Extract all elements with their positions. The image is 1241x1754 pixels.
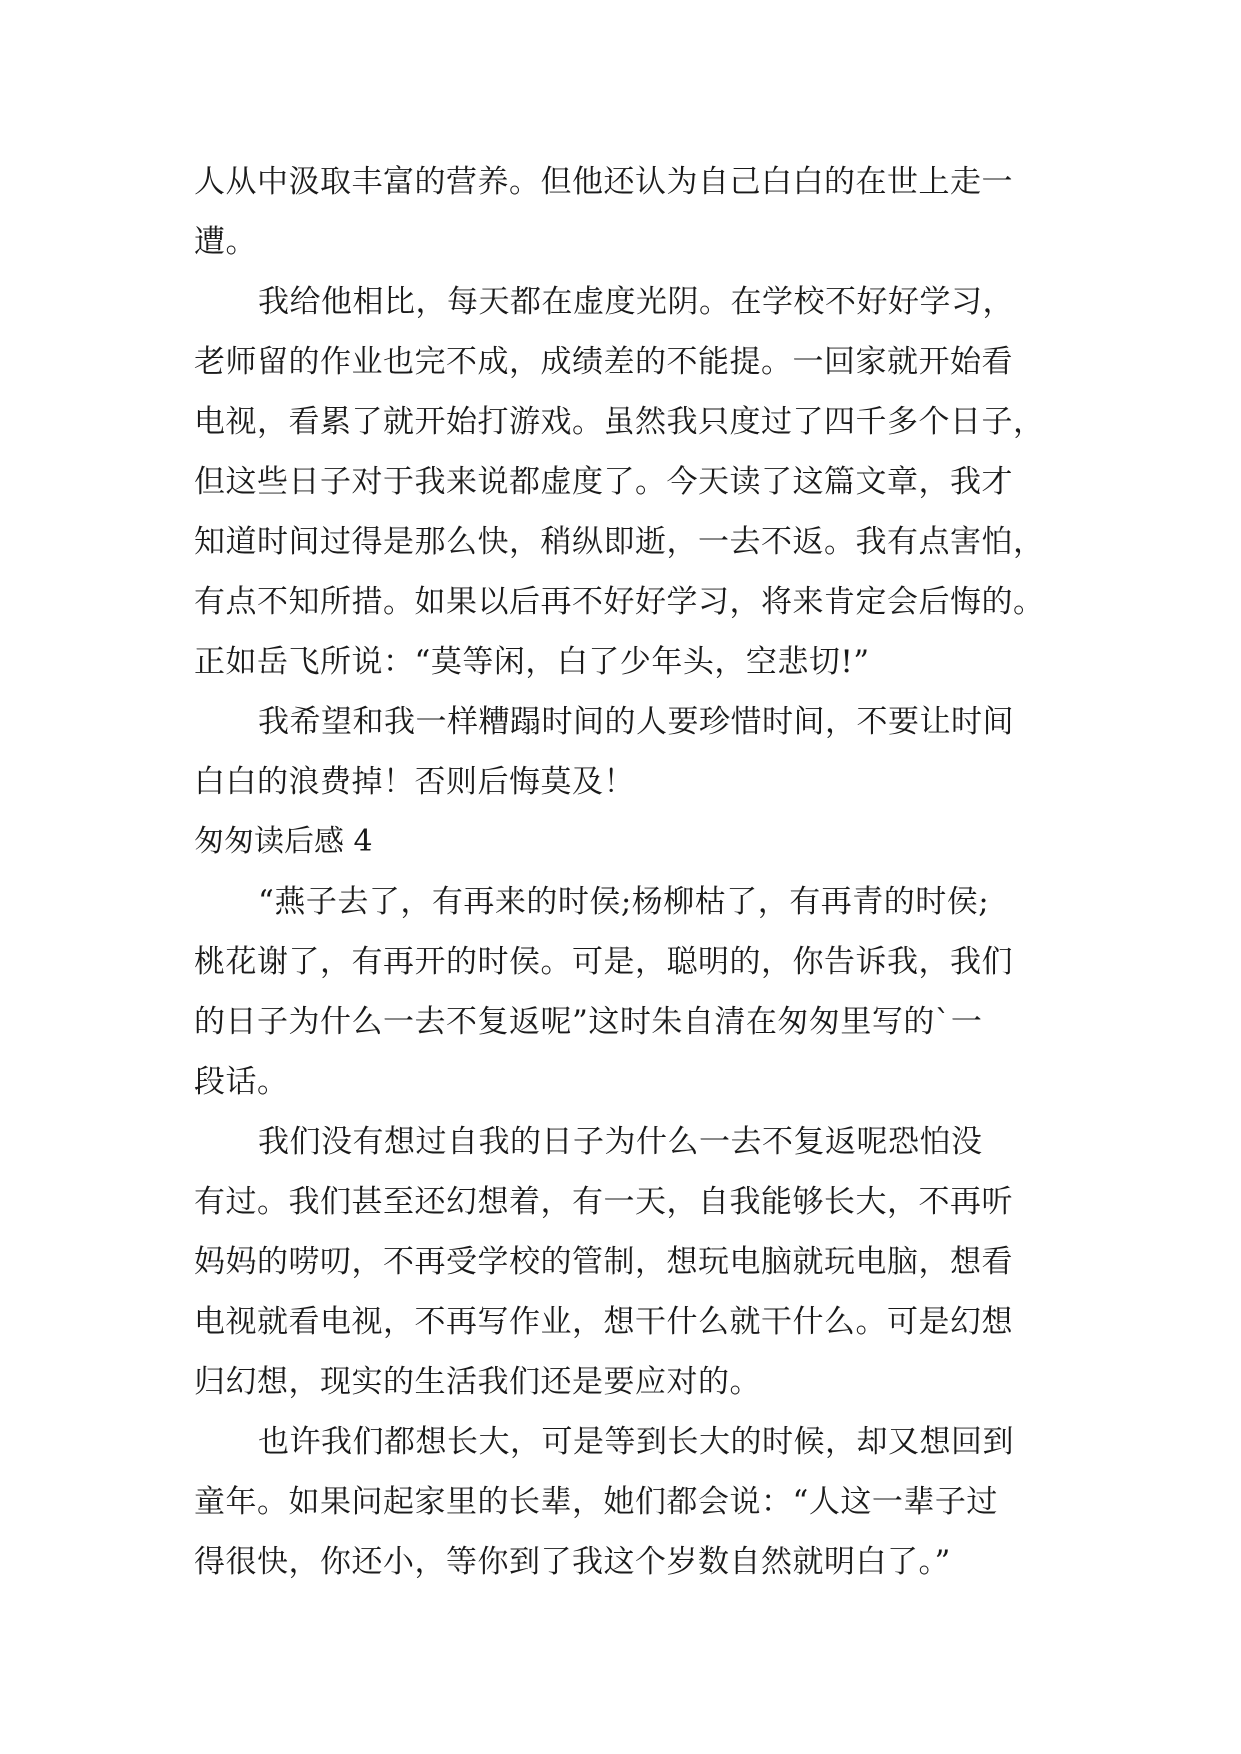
body-line: 白白的浪费掉！否则后悔莫及！ xyxy=(194,764,635,800)
body-line: 妈妈的唠叨，不再受学校的管制，想玩电脑就玩电脑，想看 xyxy=(194,1244,1013,1280)
body-line: 归幻想，现实的生活我们还是要应对的。 xyxy=(194,1364,761,1400)
body-line: 老师留的作业也完不成，成绩差的不能提。一回家就开始看 xyxy=(194,344,1013,380)
body-line: 正如岳飞所说：“莫等闲，白了少年头，空悲切!” xyxy=(194,644,870,680)
body-line: 童年。如果问起家里的长辈，她们都会说：“人这一辈子过 xyxy=(194,1484,998,1520)
document-body xyxy=(194,152,1066,1592)
body-line: 的日子为什么一去不复返呢”这时朱自清在匆匆里写的`一 xyxy=(194,1004,983,1040)
section-heading: 匆匆读后感 4 xyxy=(194,824,373,859)
body-line: 电视就看电视，不再写作业，想干什么就干什么。可是幻想 xyxy=(194,1304,1013,1340)
paragraph-start-line: 也许我们都想长大，可是等到长大的时候，却又想回到 xyxy=(258,1424,1014,1460)
body-line: 人从中汲取丰富的营养。但他还认为自己白白的在世上走一 xyxy=(194,164,1013,200)
body-line: 但这些日子对于我来说都虚度了。今天读了这篇文章，我才 xyxy=(194,464,1013,500)
body-line: 有过。我们甚至还幻想着，有一天，自我能够长大，不再听 xyxy=(194,1184,1013,1220)
body-line: 得很快，你还小，等你到了我这个岁数自然就明白了。” xyxy=(194,1544,951,1580)
body-line: 有点不知所措。如果以后再不好好学习，将来肯定会后悔的。 xyxy=(194,584,1045,620)
body-line: 知道时间过得是那么快，稍纵即逝，一去不返。我有点害怕， xyxy=(194,524,1045,560)
body-line: 遭。 xyxy=(194,224,257,260)
paragraph-start-line: “燕子去了，有再来的时侯;杨柳枯了，有再青的时侯; xyxy=(258,884,990,920)
body-line: 电视，看累了就开始打游戏。虽然我只度过了四千多个日子， xyxy=(194,404,1045,440)
body-line: 桃花谢了，有再开的时侯。可是，聪明的，你告诉我，我们 xyxy=(194,944,1013,980)
paragraph-start-line: 我给他相比，每天都在虚度光阴。在学校不好好学习， xyxy=(258,284,1014,320)
body-line: 段话。 xyxy=(194,1064,289,1100)
paragraph-start-line: 我希望和我一样糟蹋时间的人要珍惜时间，不要让时间 xyxy=(258,704,1014,740)
paragraph-start-line: 我们没有想过自我的日子为什么一去不复返呢恐怕没 xyxy=(258,1124,983,1160)
